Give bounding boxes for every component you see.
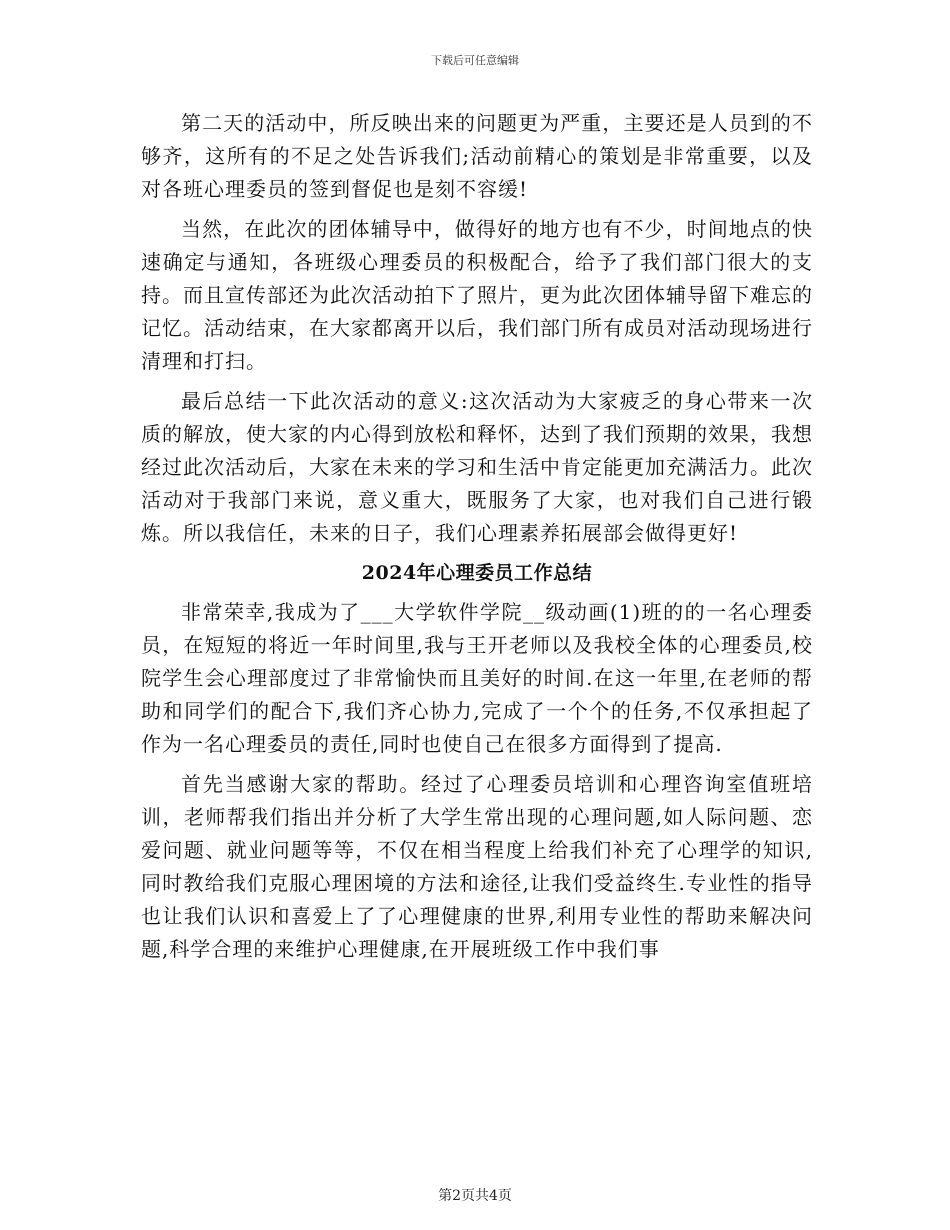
paragraph: 首先当感谢大家的帮助。经过了心理委员培训和心理咨询室值班培训，老师帮我们指出并分析了大学生常出现的心理问题,如人际问题、恋爱问题、就业问题等等，不仅在相当程度上给我们补充了心理学的知识,同时教给我们克服心理困境的方法和途径,让我们受益终生.专业性的指导也让我们认识和喜爱上了了心理健康的世界,利用专业性的帮助来解决问题,科学合理的来维护心理健康,在开展班级工作中我们事 bbox=[141, 772, 813, 961]
document-body bbox=[141, 107, 813, 973]
paragraph: 第二天的活动中，所反映出来的问题更为严重，主要还是人员到的不够齐，这所有的不足之处告诉我们;活动前精心的策划是非常重要，以及对各班心理委员的签到督促也是刻不容缓! bbox=[141, 111, 813, 201]
section-title: 2024年心理委员工作总结 bbox=[361, 562, 593, 584]
page-footer: 第2页共4页 bbox=[438, 1188, 512, 1204]
paragraph: 非常荣幸,我成为了___大学软件学院__级动画(1)班的的一名心理委员，在短短的将近一年时间里,我与王开老师以及我校全体的心理委员,校院学生会心理部度过了非常愉快而且美好的时间.在这一年里,在老师的帮助和同学们的配合下,我们齐心协力,完成了一个个的任务,不仅承担起了作为一名心理委员的责任,同时也使自己在很多方面得到了提高. bbox=[141, 600, 813, 756]
page-header: 下载后可任意编辑 bbox=[431, 54, 519, 67]
paragraph: 当然，在此次的团体辅导中，做得好的地方也有不少，时间地点的快速确定与通知，各班级心理委员的积极配合，给予了我们部门很大的支持。而且宣传部还为此次活动拍下了照片，更为此次团体辅导留下难忘的记忆。活动结束，在大家都离开以后，我们部门所有成员对活动现场进行清理和打扫。 bbox=[141, 217, 813, 373]
paragraph: 最后总结一下此次活动的意义:这次活动为大家疲乏的身心带来一次质的解放，使大家的内心得到放松和释怀，达到了我们预期的效果，我想经过此次活动后，大家在未来的学习和生活中肯定能更加充满活力。此次活动对于我部门来说，意义重大，既服务了大家，也对我们自己进行锻炼。所以我信任，未来的日子，我们心理素养拓展部会做得更好! bbox=[141, 389, 813, 545]
